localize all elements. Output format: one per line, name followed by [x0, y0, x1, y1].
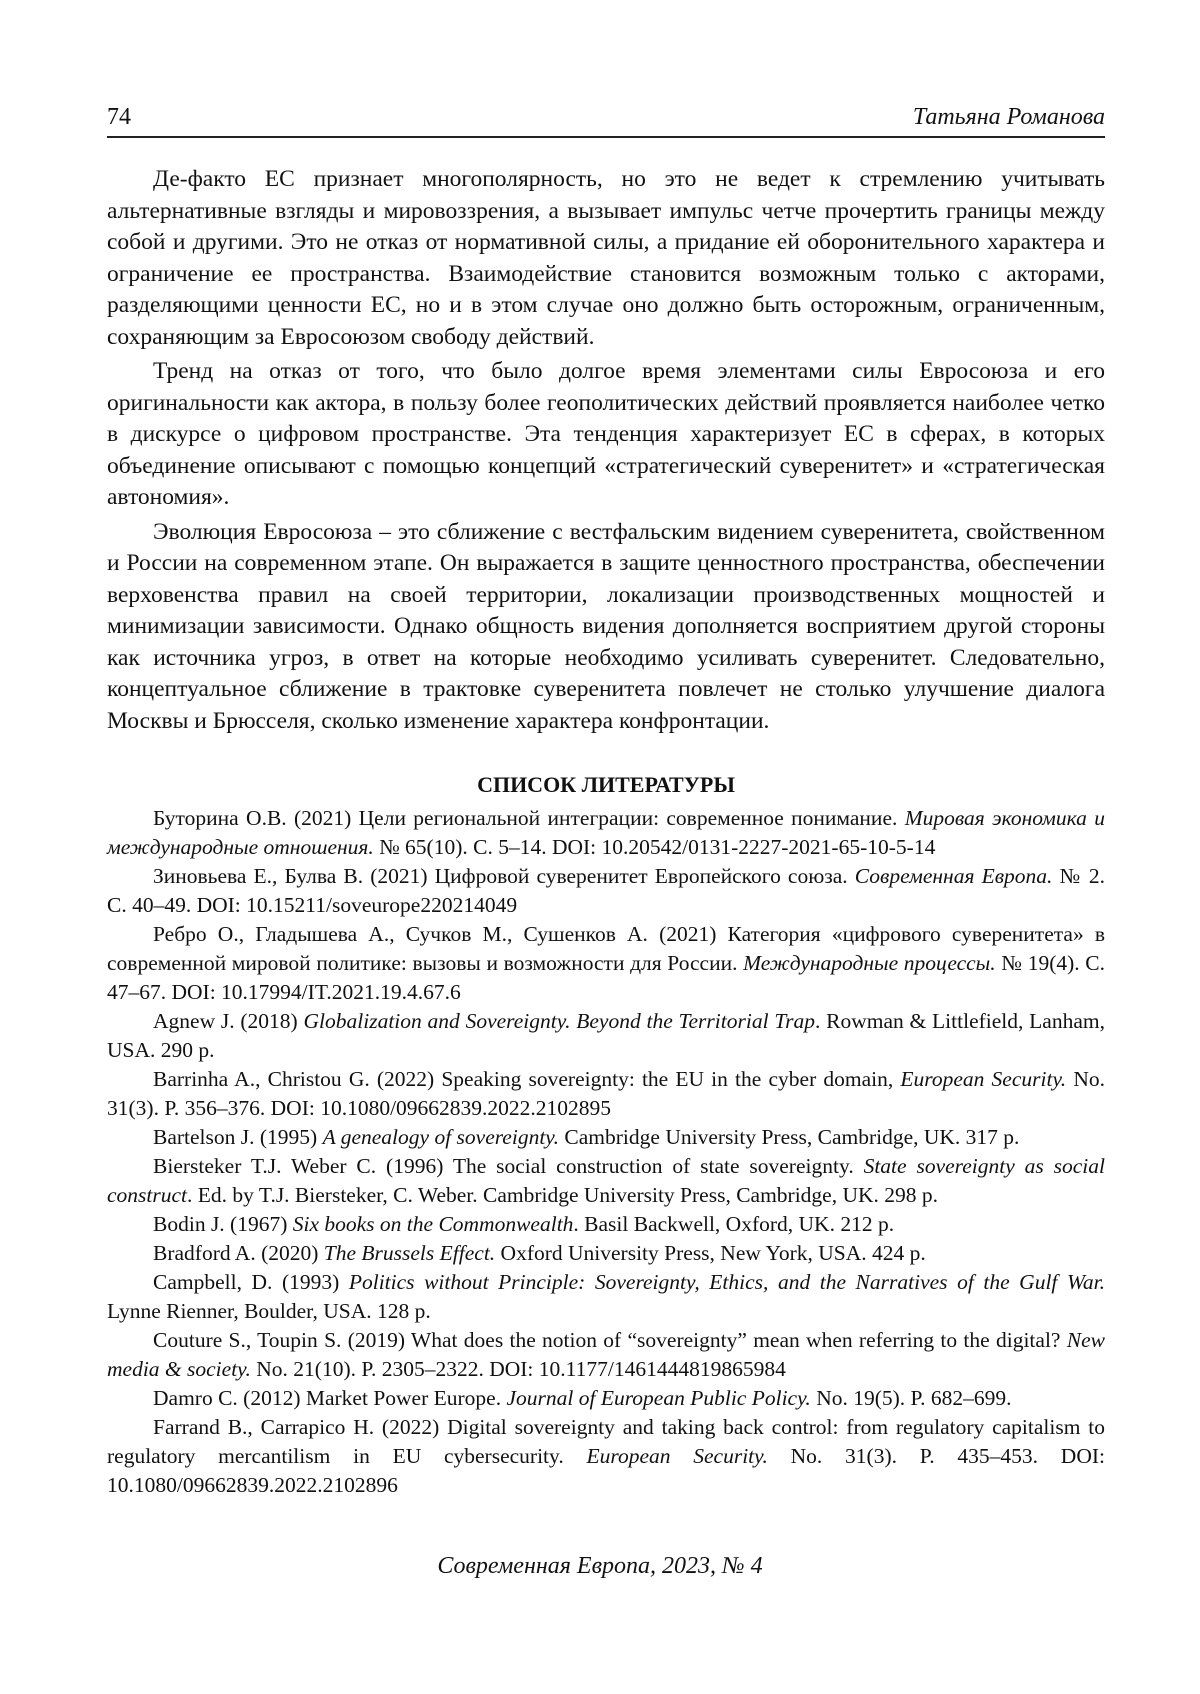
body-paragraph: Эволюция Евросоюза – это сближение с вестфальским видением суверенитета, свойственном и России на современном этапе. Он выражается в защите ценностного пространства, обеспечении верховенства правил на своей территории, локализации производственных мощностей и минимизации зависимости. Однако общность видения дополняется восприятием другой стороны как источника угроз, в ответ на которые необходимо усиливать суверенитет. Следовательно, концептуальное сближение в трактовке суверенитета повлечет не столько улучшение диалога Москвы и Брюсселя, сколько изменение характера конфронтации.	[107, 518, 1105, 734]
reference-text: Farrand B., Carrapico H. (2022) Digital sovereignty and taking back control: from regulatory capitalism to regulatory mercantilism in EU cybersecurity.	[107, 1415, 1105, 1468]
reference-source: The Brussels Effect.	[323, 1241, 496, 1265]
reference-details: Cambridge University Press, Cambridge, UK. 317 p.	[559, 1125, 1020, 1149]
reference-details: № 19(4). С. 47–67. DOI: 10.17994/IT.2021.19.4.67.6	[107, 951, 1105, 1004]
reference-details: . Rowman & Littlefield, Lanham, USA. 290 p.	[107, 1009, 1105, 1062]
reference-source: Journal of European Public Policy.	[506, 1386, 811, 1410]
reference-source: Globalization and Sovereignty. Beyond the Territorial Trap	[303, 1009, 815, 1033]
reference-text: Зиновьева Е., Булва В. (2021) Цифровой суверенитет Европейского союза.	[153, 864, 855, 888]
reference-details: № 2. С. 40–49. DOI: 10.15211/soveurope220214049	[107, 864, 1106, 917]
reference-item	[107, 804, 1105, 862]
reference-text: Буторина О.В. (2021) Цели региональной интеграции: современное понимание.	[153, 806, 905, 830]
reference-details: Oxford University Press, New York, USA. 424 p.	[495, 1241, 926, 1265]
reference-source: European Security.	[900, 1067, 1067, 1091]
body-paragraph: Де-факто ЕС признает многополярность, но это не ведет к стремлению учитывать альтернативные взгляды и мировоззрения, а вызывает импульс четче прочертить границы между собой и другими. Это не отказ от нормативной силы, а придание ей оборонительного характера и ограничение ее пространства. Взаимодействие становится возможным только с акторами, разделяющими ценности ЕС, но и в этом случае оно должно быть осторожным, ограниченным, сохраняющим за Евросоюзом свободу действий.	[107, 166, 1105, 350]
reference-details: No. 31(3). P. 356–376. DOI: 10.1080/09662839.2022.2102895	[107, 1067, 1105, 1120]
reference-source: Мировая экономика и международные отношения.	[107, 806, 1105, 859]
reference-item	[107, 1065, 1105, 1123]
reference-item	[107, 1268, 1105, 1326]
reference-source: A genealogy of sovereignty.	[322, 1125, 560, 1149]
reference-source: European Security.	[586, 1444, 768, 1468]
reference-details: . Ed. by T.J. Biersteker, C. Weber. Cambridge University Press, Cambridge, UK. 298 p.	[187, 1183, 939, 1207]
page-number: 74	[107, 104, 131, 130]
reference-item	[107, 1123, 1105, 1152]
reference-item	[107, 1326, 1105, 1384]
reference-details: No. 31(3). P. 435–453. DOI: 10.1080/09662839.2022.2102896	[107, 1444, 1105, 1497]
body-paragraph: Тренд на отказ от того, что было долгое время элементами силы Евросоюза и его оригинальности как актора, в пользу более геополитических действий проявляется наиболее четко в дискурсе о цифровом пространстве. Эта тенденция характеризует ЕС в сферах, в которых объединение описывают с помощью концепций «стратегический суверенитет» и «стратегическая автономия».	[107, 358, 1105, 510]
reference-item	[107, 1239, 1105, 1268]
reference-text: Agnew J. (2018)	[153, 1009, 304, 1033]
reference-details: № 65(10). С. 5–14. DOI: 10.20542/0131-2227-2021-65-10-5-14	[373, 835, 936, 859]
reference-text: Bartelson J. (1995)	[153, 1125, 323, 1149]
reference-source: New media & society.	[107, 1328, 1105, 1381]
reference-details: No. 21(10). P. 2305–2322. DOI: 10.1177/1461444819865984	[250, 1357, 786, 1381]
reference-list	[107, 804, 1105, 1500]
reference-text: Bodin J. (1967)	[153, 1212, 293, 1236]
reference-item	[107, 920, 1105, 1007]
reference-text: Couture S., Toupin S. (2019) What does the notion of “sovereignty” mean when referring to the digital?	[153, 1328, 1067, 1352]
article-body	[107, 164, 1105, 1500]
reference-item	[107, 1152, 1105, 1210]
reference-item	[107, 862, 1105, 920]
reference-item	[107, 1384, 1105, 1413]
journal-footer: Современная Европа, 2023, № 4	[437, 1553, 763, 1579]
reference-text: Ребро О., Гладышева А., Сучков М., Сушенков А. (2021) Категория «цифрового суверенитета» в современной мировой политике: вызовы и возможности для России.	[107, 922, 1105, 975]
reference-text: Biersteker T.J. Weber C. (1996) The social construction of state sovereignty.	[153, 1154, 864, 1178]
reference-source: Международные процессы.	[743, 951, 996, 975]
reference-source: Politics without Principle: Sovereignty, Ethics, and the Narratives of the Gulf War.	[348, 1270, 1105, 1294]
reference-details: No. 19(5). P. 682–699.	[810, 1386, 1012, 1410]
reference-source: Six books on the Commonwealth	[292, 1212, 574, 1236]
reference-source: State sovereignty as social construct	[107, 1154, 1105, 1207]
reference-item	[107, 1210, 1105, 1239]
reference-details: Lynne Rienner, Boulder, USA. 128 p.	[107, 1299, 431, 1323]
reference-item	[107, 1007, 1105, 1065]
reference-text: Bradford A. (2020)	[153, 1241, 324, 1265]
running-header	[107, 96, 1105, 138]
reference-text: Damro C. (2012) Market Power Europe.	[153, 1386, 507, 1410]
reference-item	[107, 1413, 1105, 1500]
reference-source: Современная Европа.	[854, 864, 1053, 888]
running-author: Татьяна Романова	[912, 104, 1105, 130]
references-heading: СПИСОК ЛИТЕРАТУРЫ	[477, 772, 735, 797]
reference-text: Campbell, D. (1993)	[153, 1270, 349, 1294]
reference-text: Barrinha A., Christou G. (2022) Speaking sovereignty: the EU in the cyber domain,	[153, 1067, 901, 1091]
reference-details: . Basil Backwell, Oxford, UK. 212 p.	[573, 1212, 895, 1236]
